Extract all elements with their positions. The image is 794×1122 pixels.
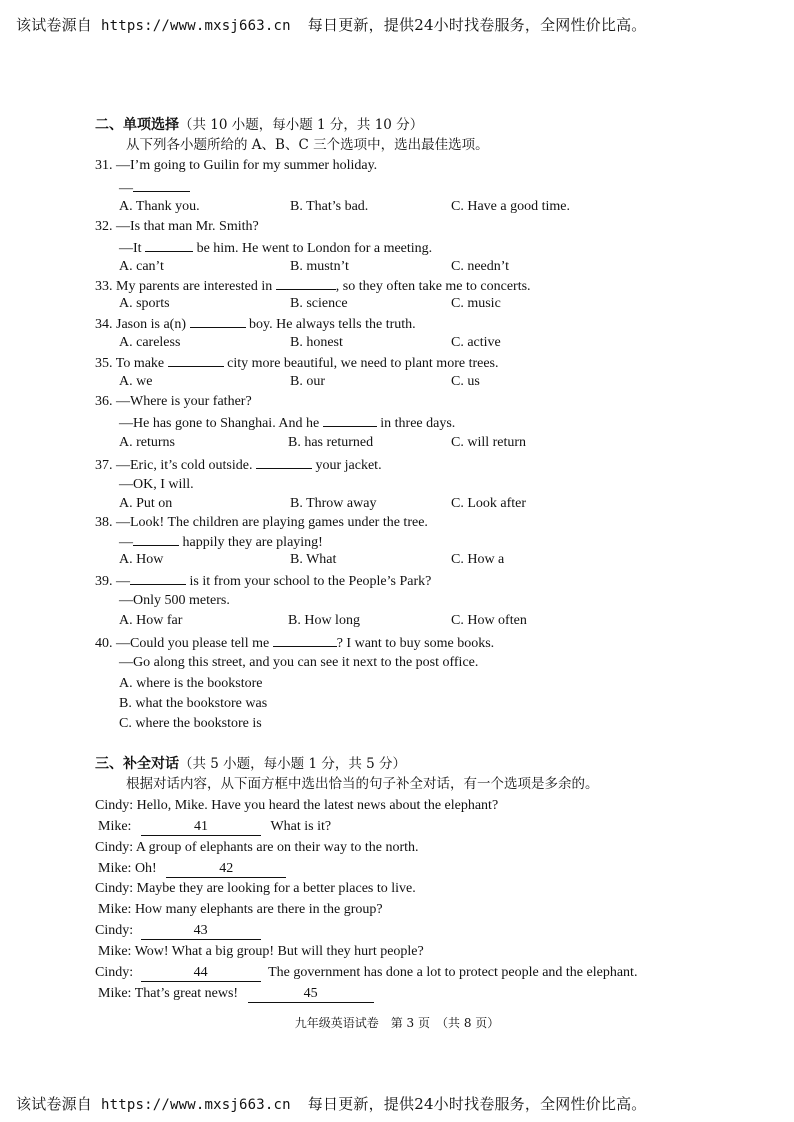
question-text: in three days. (376, 416, 456, 431)
question-text: Jason is a(n) (116, 317, 186, 332)
option-a: A. sports (119, 296, 170, 311)
answer-blank (273, 633, 337, 647)
option-b: B. what the bookstore was (119, 696, 268, 711)
option-a: A. How (119, 552, 164, 567)
dialogue-line (95, 964, 637, 982)
dialogue-line (98, 860, 286, 878)
answer-blank (323, 413, 377, 427)
option-b: B. Throw away (290, 496, 377, 511)
banner-prefix: 该试卷源自 (16, 1095, 93, 1113)
option-a: A. can’t (119, 259, 164, 274)
question-number: 40. (95, 636, 113, 651)
question-37-stem (95, 455, 382, 475)
question-number: 37. (95, 458, 113, 473)
dialogue-line: Cindy: Hello, Mike. Have you heard the latest news about the elephant? (95, 798, 499, 813)
question-text: My parents are interested in (116, 279, 273, 294)
dialogue-blank-41: 41 (141, 819, 261, 836)
question-text: —Could you please tell me (116, 636, 270, 651)
question-number: 31. (95, 158, 113, 173)
question-32-answer-line (119, 238, 432, 258)
section3-note: （共 5 小题，每小题 1 分，共 5 分） (179, 756, 407, 772)
bottom-source-banner (16, 1093, 647, 1114)
option-b: B. science (290, 296, 348, 311)
answer-blank (190, 314, 246, 328)
option-b: B. our (290, 374, 325, 389)
speaker: Cindy: (95, 923, 134, 938)
question-40-reply: —Go along this street, and you can see it next to the post office. (119, 655, 479, 670)
question-36-answer-line (119, 413, 455, 433)
dialogue-blank-42: 42 (166, 861, 286, 878)
option-c: C. active (451, 335, 501, 350)
question-36-stem (95, 393, 252, 411)
question-38-stem (95, 514, 428, 532)
dialogue-line (95, 922, 261, 940)
option-c: C. How a (451, 552, 505, 567)
option-c: C. How often (451, 613, 527, 628)
question-number: 38. (95, 515, 113, 530)
source-link[interactable]: https://www.mxsj663.cn (100, 18, 291, 34)
question-text: —Is that man Mr. Smith? (116, 219, 259, 234)
question-39-reply: —Only 500 meters. (119, 593, 230, 608)
question-text: —Where is your father? (116, 394, 252, 409)
question-text: —I’m going to Guilin for my summer holiday. (116, 158, 378, 173)
question-text: —It (119, 241, 142, 256)
option-c: C. music (451, 296, 501, 311)
dialogue-line (98, 818, 331, 836)
dialogue-line: Mike: Wow! What a big group! But will they hurt people? (98, 944, 424, 959)
section2-heading (95, 116, 423, 134)
question-number: 36. (95, 394, 113, 409)
question-text: To make (115, 356, 165, 371)
option-c: C. us (451, 374, 480, 389)
question-number: 33. (95, 279, 113, 294)
dialogue-line (98, 985, 374, 1003)
dialogue-line: Mike: How many elephants are there in the group? (98, 902, 383, 917)
option-b: B. honest (290, 335, 343, 350)
source-link[interactable]: https://www.mxsj663.cn (100, 1097, 291, 1113)
question-37-reply: —OK, I will. (119, 477, 194, 492)
answer-blank (256, 455, 312, 469)
question-text: happily they are playing! (179, 535, 323, 550)
dialogue-blank-43: 43 (141, 923, 261, 940)
question-text: —Eric, it’s cold outside. (116, 458, 253, 473)
answer-blank (133, 532, 179, 546)
option-a: A. returns (119, 435, 175, 450)
section2-title: 二、单项选择 (95, 117, 179, 133)
question-number: 32. (95, 219, 113, 234)
option-a: A. careless (119, 335, 181, 350)
option-c: C. needn’t (451, 259, 510, 274)
question-38-answer-line (119, 532, 323, 552)
dialogue-line: Cindy: Maybe they are looking for a better places to live. (95, 881, 416, 896)
answer-blank (168, 353, 224, 367)
question-31-stem (95, 157, 377, 175)
question-number: 39. (95, 574, 113, 589)
banner-suffix: 每日更新，提供24小时找卷服务，全网性价比高。 (307, 1095, 647, 1113)
page-footer: 九年级英语试卷 第 3 页 （共 8 页） (294, 1016, 500, 1030)
speaker: Mike: Oh! (98, 861, 157, 876)
question-text: is it from your school to the People’s Park? (186, 574, 432, 589)
option-b: B. What (290, 552, 337, 567)
option-c: C. where the bookstore is (119, 716, 262, 731)
question-31-answer-line (119, 178, 190, 198)
question-34-stem (95, 314, 416, 334)
option-b: B. has returned (288, 435, 374, 450)
question-text: ? I want to buy some books. (336, 636, 495, 651)
question-text: , so they often take me to concerts. (335, 279, 531, 294)
question-33-stem (95, 276, 531, 296)
dialogue-blank-45: 45 (248, 986, 374, 1003)
answer-blank (145, 238, 193, 252)
section3-instruction: 根据对话内容，从下面方框中选出恰当的句子补全对话，有一个选项是多余的。 (126, 776, 599, 792)
question-35-stem (95, 353, 499, 373)
speaker: Cindy: (95, 965, 134, 980)
section2-note: （共 10 小题，每小题 1 分，共 10 分） (179, 117, 424, 133)
dialogue-text: The government has done a lot to protect people and the elephant. (268, 965, 638, 980)
option-c: C. Look after (451, 496, 527, 511)
question-40-stem (95, 633, 494, 653)
question-text: boy. He always tells the truth. (245, 317, 416, 332)
dialogue-line: Cindy: A group of elephants are on their way to the north. (95, 840, 419, 855)
question-text: be him. He went to London for a meeting. (193, 241, 433, 256)
option-b: B. How long (288, 613, 360, 628)
section3-title: 三、补全对话 (95, 756, 179, 772)
question-text: —He has gone to Shanghai. And he (119, 416, 320, 431)
option-b: B. mustn’t (290, 259, 349, 274)
section2-instruction: 从下列各小题所给的 A、B、C 三个选项中，选出最佳选项。 (126, 137, 489, 153)
banner-suffix: 每日更新，提供24小时找卷服务，全网性价比高。 (307, 16, 647, 34)
option-a: A. How far (119, 613, 183, 628)
banner-prefix: 该试卷源自 (16, 16, 93, 34)
question-text: city more beautiful, we need to plant more trees. (223, 356, 499, 371)
question-39-stem (95, 571, 431, 591)
answer-blank (130, 571, 186, 585)
section3-heading (95, 755, 406, 773)
question-text: —Look! The children are playing games under the tree. (116, 515, 428, 530)
option-a: A. Put on (119, 496, 173, 511)
option-b: B. That’s bad. (290, 199, 369, 214)
question-text: — (119, 535, 133, 550)
question-32-stem (95, 218, 259, 236)
option-c: C. will return (451, 435, 527, 450)
question-number: 35. (95, 356, 113, 371)
dialogue-blank-44: 44 (141, 965, 261, 982)
speaker: Mike: That’s great news! (98, 986, 239, 1001)
question-number: 34. (95, 317, 113, 332)
dialogue-text: What is it? (270, 819, 332, 834)
answer-blank (133, 178, 190, 192)
question-text: — (116, 574, 130, 589)
question-text: your jacket. (311, 458, 382, 473)
option-a: A. we (119, 374, 153, 389)
question-text: — (119, 181, 133, 196)
option-a: A. Thank you. (119, 199, 200, 214)
option-c: C. Have a good time. (451, 199, 570, 214)
answer-blank (276, 276, 336, 290)
option-a: A. where is the bookstore (119, 676, 263, 691)
speaker: Mike: (98, 819, 132, 834)
top-source-banner (16, 14, 647, 35)
